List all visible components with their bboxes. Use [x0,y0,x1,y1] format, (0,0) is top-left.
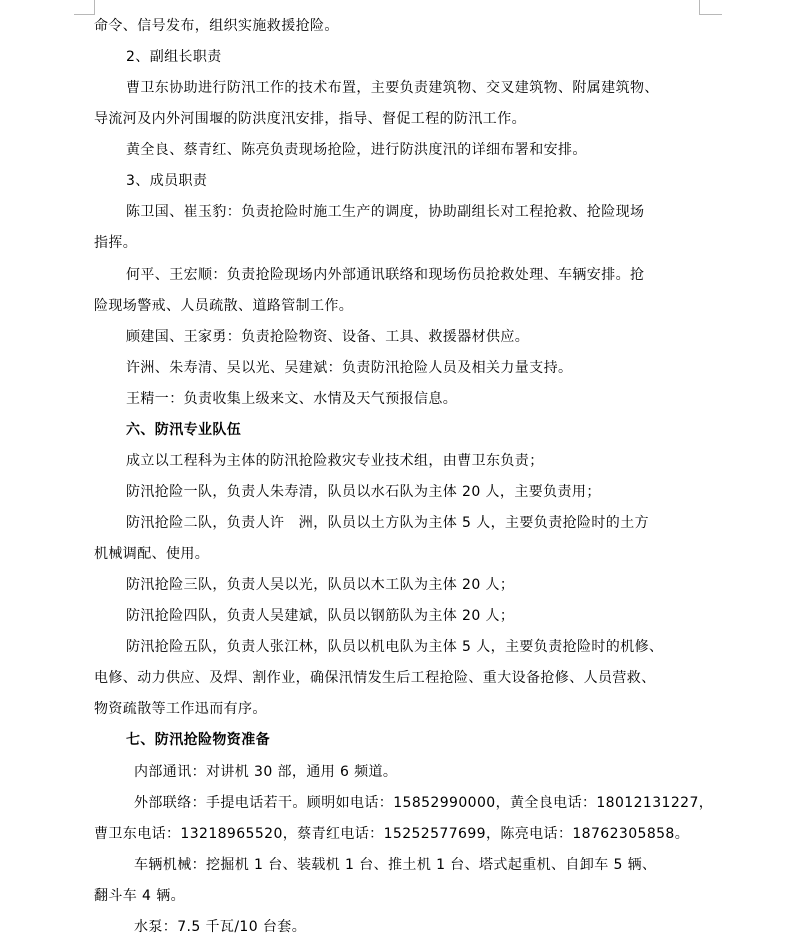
chapter-heading: 六、防汛专业队伍 [126,422,242,438]
paragraph-line: 成立以工程科为主体的防汛抢险救灾专业技术组，由曹卫东负责； [126,453,544,469]
paragraph-line: 黄全良、蔡青红、陈亮负责现场抢险，进行防洪度汛的详细布署和安排。 [126,142,587,158]
paragraph-line: 电修、动力供应、及焊、割作业，确保汛情发生后工程抢险、重大设备抢修、人员营救、 [94,670,656,686]
crop-mark-top-left [74,0,95,15]
paragraph-line: 机械调配、使用。 [94,546,210,562]
paragraph-line: 外部联络：手提电话若干。顾明如电话：15852990000，黄全良电话：18012131227， [134,795,714,811]
paragraph-line: 许洲、朱寿清、吴以光、吴建斌：负责防汛抢险人员及相关力量支持。 [126,360,573,376]
paragraph-line: 命令、信号发布，组织实施救援抢险。 [94,18,339,34]
paragraph-line: 内部通讯：对讲机 30 部，通用 6 频道。 [134,764,398,780]
paragraph-line: 防汛抢险四队，负责人吴建斌，队员以钢筋队为主体 20 人； [126,608,515,624]
paragraph-line: 何平、王宏顺：负责抢险现场内外部通讯联络和现场伤员抢救处理、车辆安排。抢 [126,267,645,283]
section-heading: 2、副组长职责 [126,49,222,65]
section-heading: 3、成员职责 [126,173,208,189]
chapter-heading: 七、防汛抢险物资准备 [126,732,270,748]
paragraph-line: 曹卫东协助进行防汛工作的技术布置，主要负责建筑物、交叉建筑物、附属建筑物、 [126,80,659,96]
paragraph-line: 水泵：7.5 千瓦/10 台套。 [134,919,307,935]
paragraph-line: 险现场警戒、人员疏散、道路管制工作。 [94,298,354,314]
paragraph-line: 物资疏散等工作迅而有序。 [94,701,267,717]
paragraph-line: 曹卫东电话：13218965520，蔡青红电话：15252577699，陈亮电话：18762305858。 [94,826,690,842]
paragraph-line: 车辆机械：挖掘机 1 台、装载机 1 台、推土机 1 台、塔式起重机、自卸车 5 辆、 [134,857,657,873]
paragraph-line: 顾建国、王家勇：负责抢险物资、设备、工具、救援器材供应。 [126,329,530,345]
paragraph-line: 翻斗车 4 辆。 [94,888,186,904]
paragraph-line: 王精一：负责收集上级来文、水情及天气预报信息。 [126,391,458,407]
paragraph-line: 防汛抢险五队，负责人张江林，队员以机电队为主体 5 人，主要负责抢险时的机修、 [126,639,664,655]
paragraph-line: 防汛抢险三队，负责人吴以光，队员以木工队为主体 20 人； [126,577,515,593]
crop-mark-top-right [699,0,722,15]
paragraph-line: 导流河及内外河围堰的防洪度汛安排，指导、督促工程的防汛工作。 [94,111,526,127]
paragraph-line: 防汛抢险二队，负责人许 洲，队员以土方队为主体 5 人，主要负责抢险时的土方 [126,515,650,531]
paragraph-line: 指挥。 [94,235,138,251]
paragraph-line: 防汛抢险一队，负责人朱寿清，队员以水石队为主体 20 人，主要负责用； [126,484,601,500]
paragraph-line: 陈卫国、崔玉豹：负责抢险时施工生产的调度，协助副组长对工程抢救、抢险现场 [126,204,645,220]
